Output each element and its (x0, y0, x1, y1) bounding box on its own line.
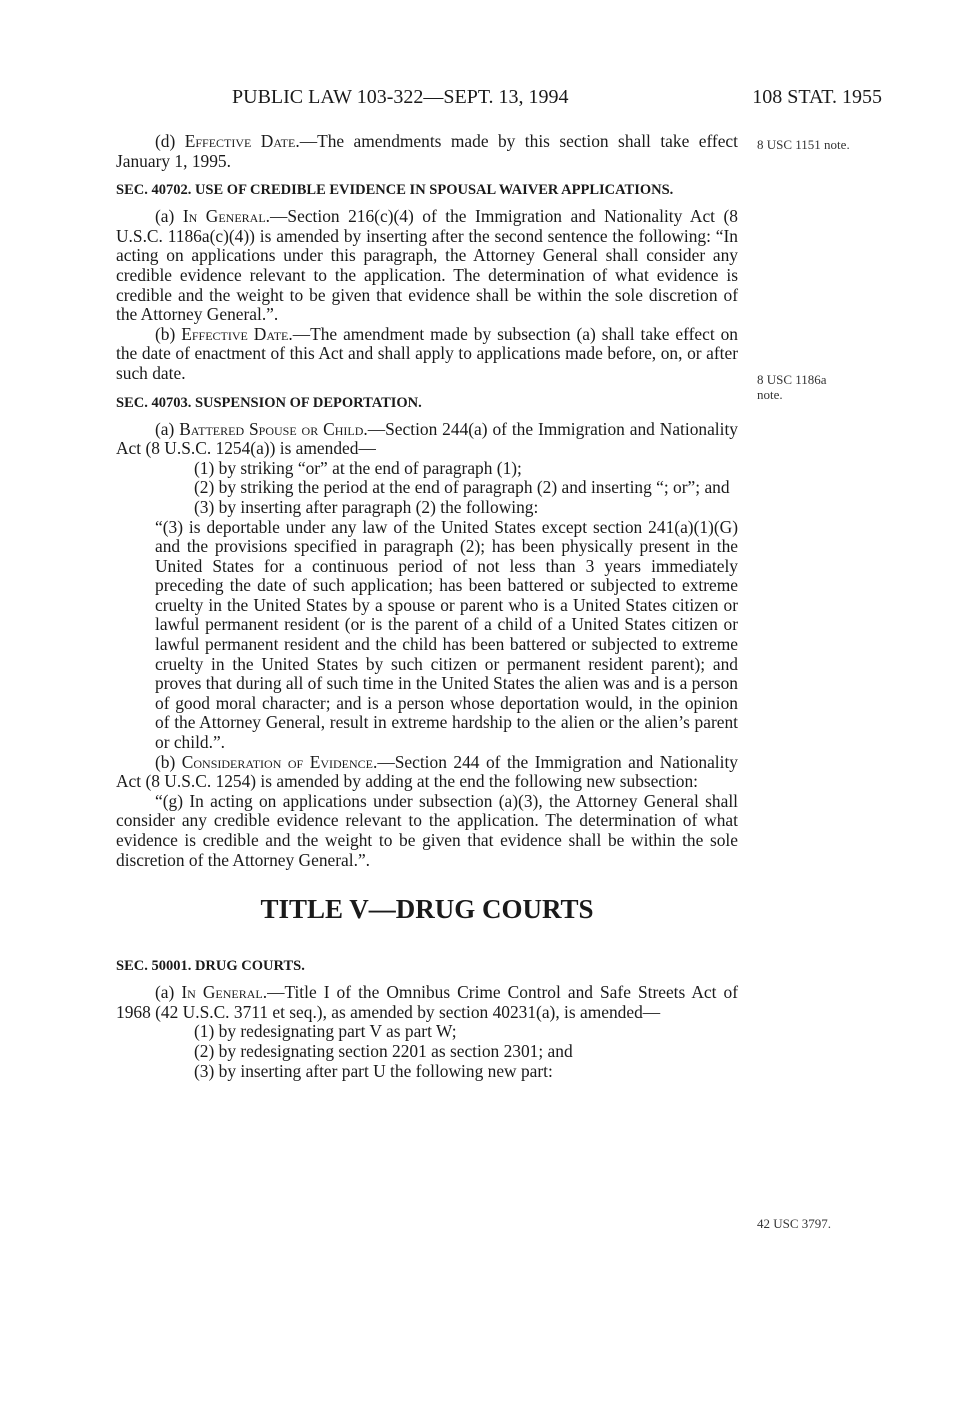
section-heading-40703: SEC. 40703. SUSPENSION OF DEPORTATION. (116, 394, 422, 411)
quoted-paragraph: “(g) In acting on applications under subsection (a)(3), the Attorney General shall consider any credible evidence relevant to the application. The determination of what evidence is credible and the weight to be given that evidence shall be within the sole discretion of the Attorney General.”. (116, 790, 738, 870)
paragraph-text: —Section 216(c)(4) of the Immigration and Nationality Act (8 U.S.C. 1186a(c)(4)) is amended by inserting after the second sentence the following: “In acting on applications under this paragraph, the Attorney General shall consider any credible evidence relevant to the application. The determination of what evidence is credible and the weight to be given that evidence shall be within the sole discretion of the Attorney General.”. (116, 206, 738, 325)
margin-note-usc-3797: 42 USC 3797. (757, 1216, 832, 1231)
paragraph-text: —The amendment made by subsection (a) shall take effect on the date of enactment of this Act and shall apply to applications made before, on, or after such date. (116, 323, 738, 383)
margin-note-line: note. (757, 387, 783, 402)
paragraph-effective-date (116, 132, 738, 171)
paragraph-label: (b) (155, 751, 182, 772)
section-heading-50001: SEC. 50001. DRUG COURTS. (116, 958, 305, 975)
list-item: (1) by redesignating part V as part W; (194, 1021, 457, 1042)
quoted-paragraph: “(3) is deportable under any law of the United States except section 241(a)(1)(G) and the provisions specified in paragraph (2); has been physically present in the United States for a continuous period of not less than 3 years immediately preceding the date of such application; has been battered or subjected to extreme cruelty in the United States by a spouse or parent who is a United States citizen or lawful permanent resident (or is the parent of a child of a United States citizen or lawful permanent resident and the child has been battered or subjected to extreme cruelty in the United States by such citizen or permanent resident parent); and proves that during all of such time in the United States the alien was and is a person of good moral character; and is a person whose deportation would, in the opinion of the Attorney General, result in extreme hardship to the alien or the alien’s parent or child.”. (155, 516, 738, 753)
paragraph-in-general-2 (116, 983, 738, 1022)
paragraph-effective-date-2 (116, 325, 738, 384)
list-item: (2) by striking the period at the end of paragraph (2) and inserting “; or”; and (194, 477, 730, 498)
margin-note-line: 8 USC 1186a (757, 372, 827, 387)
document-body (116, 132, 738, 1081)
page-number: 108 STAT. 1955 (752, 86, 882, 108)
paragraph-consideration-of-evidence (116, 753, 738, 792)
subsection-heading: Consideration of Evidence. (181, 751, 378, 772)
paragraph-label: (b) (155, 323, 182, 344)
paragraph-label: (d) (155, 131, 185, 151)
subsection-heading: In General. (182, 206, 271, 227)
margin-note-usc-1151: 8 USC 1151 note. (757, 137, 850, 152)
list-item: (3) by inserting after paragraph (2) the following: (194, 496, 539, 517)
list-item: (3) by inserting after part U the following new part: (194, 1060, 553, 1081)
subsection-heading: Effective Date. (181, 323, 293, 344)
paragraph-label: (a) (155, 418, 180, 439)
section-heading-40702: SEC. 40702. USE OF CREDIBLE EVIDENCE IN SPOUSAL WAIVER APPLICATIONS. (116, 182, 674, 199)
page-header (232, 86, 882, 116)
subsection-heading: In General. (181, 982, 268, 1003)
paragraph-text: —Section 244(a) of the Immigration and Nationality Act (8 U.S.C. 1254(a)) is amended— (116, 418, 738, 459)
subsection-heading: Effective Date. (184, 131, 300, 151)
running-head: PUBLIC LAW 103-322—SEPT. 13, 1994 (232, 86, 569, 108)
paragraph-in-general (116, 207, 738, 325)
paragraph-label: (a) (155, 206, 183, 227)
title-heading: TITLE V—DRUG COURTS (260, 894, 594, 925)
list-item: (1) by striking “or” at the end of paragraph (1); (194, 457, 522, 478)
paragraph-text: —The amendments made by this section shall take effect January 1, 1995. (116, 131, 738, 171)
paragraph-text: —Title I of the Omnibus Crime Control and Safe Streets Act of 1968 (42 U.S.C. 3711 et seq.), as amended by section 40231(a), is amended— (116, 982, 738, 1022)
margin-note-usc-1186a (757, 372, 897, 402)
paragraph-label: (a) (155, 982, 182, 1003)
paragraph-battered-spouse (116, 420, 738, 459)
list-item: (2) by redesignating section 2201 as section 2301; and (194, 1040, 573, 1061)
subsection-heading: Battered Spouse or Child. (179, 418, 368, 439)
paragraph-text: —Section 244 of the Immigration and Nationality Act (8 U.S.C. 1254) is amended by adding at the end the following new subsection: (116, 751, 738, 792)
